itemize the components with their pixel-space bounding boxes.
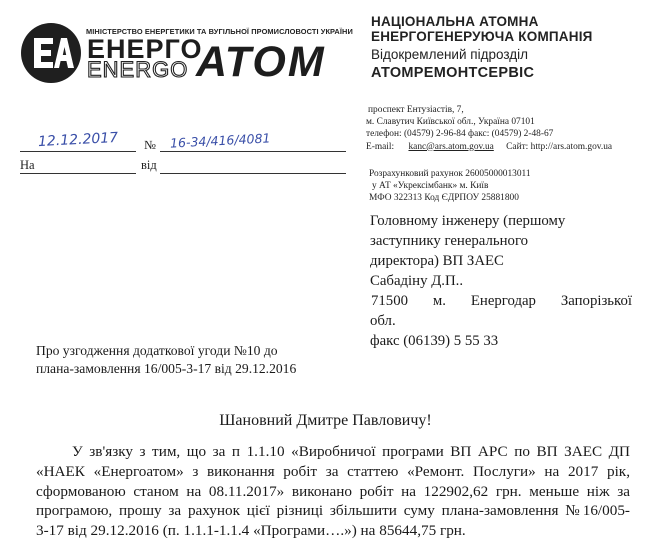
body-line2: «НАЕК «Енергоатом» з виконання робіт за статтею «Ремонт. Послуги» на 2017 рік,: [36, 462, 630, 480]
ministry-name: МІНІСТЕРСТВО ЕНЕРГЕТИКИ ТА ВУГІЛЬНОЇ ПРОМИСЛОВОСТІ УКРАЇНИ: [86, 27, 353, 36]
recipient-region: Запорізької: [560, 293, 632, 309]
handwritten-number: 16-34/416/4081: [169, 130, 271, 151]
letter-subject: [36, 342, 296, 377]
bank-codes: МФО 322313 Код ЄДРПОУ 25881800: [369, 193, 519, 204]
recipient-city: Енергодар: [470, 293, 536, 309]
logo-text-atom: АТОМ: [196, 38, 326, 86]
reference-block: [20, 129, 350, 176]
organization-header: [371, 14, 593, 82]
org-name-line2: ЕНЕРГОГЕНЕРУЮЧА КОМПАНІЯ: [371, 29, 593, 44]
recipient-name: Сабадіну Д.П..: [370, 273, 464, 289]
number-symbol: №: [144, 138, 156, 152]
subject-line2: плана-замовлення 16/005-3-17 від 29.12.2016: [36, 360, 297, 376]
body-line5: 3-17 від 29.12.2016 (п. 1.1.1-1.1.4 «Програми….») на 85644,75 грн.: [36, 522, 466, 540]
recipient-block: [370, 211, 632, 351]
to-label: На: [20, 158, 35, 172]
body-line3: сформованою станом на 08.11.2017» виконано робіт на 122902,62 грн. меньше ніж за: [36, 482, 630, 500]
bank-details: [369, 168, 531, 205]
handwritten-date: 12.12.2017: [37, 129, 119, 151]
body-line1: У зв'язку з тим, що за п 1.1.10 «Виробничої програми ВП АРС по ВП ЗАЕС ДП: [72, 443, 630, 460]
org-subdivision: Відокремлений підрозділ: [371, 47, 528, 62]
org-subdivision-name: АТОМРЕМОНТСЕРВІС: [371, 65, 535, 81]
recipient-line3: директора) ВП ЗАЕС: [370, 253, 504, 269]
recipient-postcode: 71500: [371, 293, 408, 309]
recipient-address: [370, 291, 632, 311]
recipient-city-prefix: м.: [432, 293, 446, 309]
from-line: [160, 173, 346, 174]
address-street: проспект Ентузіастів, 7,: [368, 105, 464, 115]
address-phone: телефон: (04579) 2-96-84 факс: (04579) 2-48-67: [366, 129, 554, 140]
recipient-line2: заступнику генерального: [370, 233, 529, 249]
to-line: [20, 173, 136, 174]
address-block: [366, 104, 612, 153]
from-label: від: [141, 158, 157, 172]
recipient-oblast: обл.: [370, 313, 396, 329]
logo-text-energo: ЕНЕРГО: [87, 34, 203, 64]
email-label: E-mail:: [366, 141, 395, 152]
recipient-fax: факс (06139) 5 55 33: [370, 333, 499, 349]
address-city: м. Славутич Київської обл., Україна 07101: [366, 117, 535, 128]
company-logo: [20, 14, 370, 90]
salutation: Шановний Дмитре Павловичу!: [219, 412, 432, 429]
energoatom-emblem-icon: [20, 22, 82, 84]
bank-name: у АТ «Укрексімбанк» м. Київ: [372, 181, 489, 192]
email-link[interactable]: kanc@ars.atom.gov.ua: [408, 141, 494, 152]
recipient-line1: Головному інженеру (першому: [370, 213, 566, 229]
address-contacts: [366, 141, 612, 153]
number-line: [160, 151, 346, 152]
website: Сайт: http://ars.atom.gov.ua: [506, 141, 613, 152]
org-name-line1: НАЦІОНАЛЬНА АТОМНА: [371, 14, 539, 29]
logo-text-energo-latin: ENERGO: [87, 57, 189, 82]
letter-body: [36, 442, 630, 541]
body-line4: програмою, прошу за рахунок цієї різниці збільшити суму плана-замовлення №16/005-: [36, 502, 630, 520]
subject-line1: Про узгодження додаткової угоди №10 до: [36, 343, 278, 358]
date-line: [20, 151, 136, 152]
bank-account: Розрахунковий рахунок 26005000013011: [369, 169, 531, 179]
